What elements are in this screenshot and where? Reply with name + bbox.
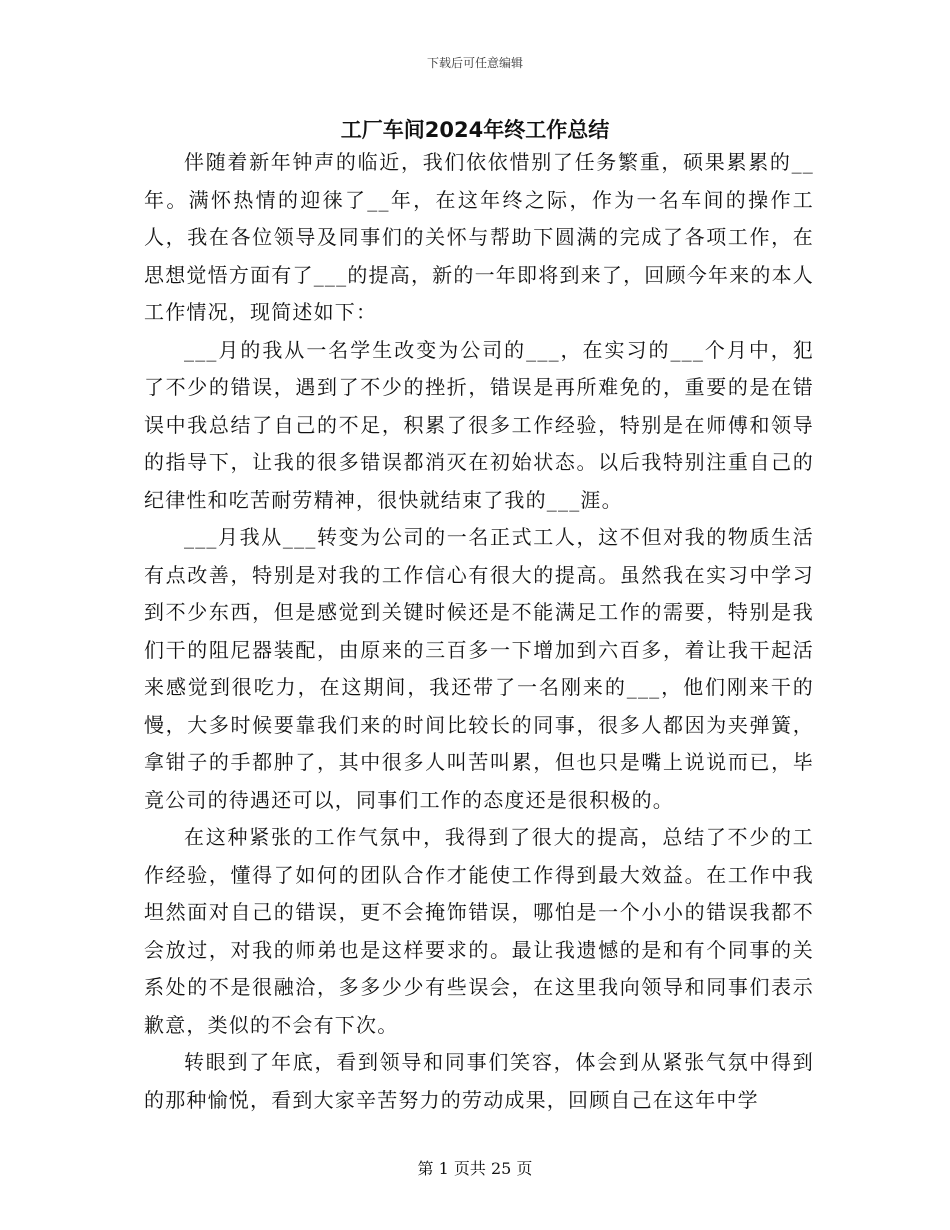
header-note: 下载后可任意编辑 [426, 56, 523, 70]
paragraph: 伴随着新年钟声的临近，我们依依惜别了任务繁重，硕果累累的__年。满怀热情的迎徕了__年，在这年终之际，作为一名车间的操作工人，我在各位领导及同事们的关怀与帮助下圆满的完成了各项工作，在思想觉悟方面有了___的提高，新的一年即将到来了，回顾今年来的本人工作情况，现简述如下： [144, 150, 814, 324]
paragraph: ___月我从___转变为公司的一名正式工人，这不但对我的物质生活有点改善，特别是对我的工作信心有很大的提高。虽然我在实习中学习到不少东西，但是感觉到关键时候还是不能满足工作的需要，特别是我们干的阻尼器装配，由原来的三百多一下增加到六百多，着让我干起活来感觉到很吃力，在这期间，我还带了一名刚来的___，他们刚来干的慢，大多时候要靠我们来的时间比较长的同事，很多人都因为夹弹簧，拿钳子的手都肿了，其中很多人叫苦叫累，但也只是嘴上说说而已，毕竟公司的待遇还可以，同事们工作的态度还是很积极的。 [144, 525, 814, 812]
paragraph: 在这种紧张的工作气氛中，我得到了很大的提高，总结了不少的工作经验，懂得了如何的团队合作才能使工作得到最大效益。在工作中我坦然面对自己的错误，更不会掩饰错误，哪怕是一个小小的错误我都不会放过，对我的师弟也是这样要求的。最让我遗憾的是和有个同事的关系处的不是很融洽，多多少少有些误会，在这里我向领导和同事们表示歉意，类似的不会有下次。 [144, 825, 814, 1037]
page-footer: 第 1 页共 25 页 [417, 1159, 533, 1178]
document-title: 工厂车间2024年终工作总结 [340, 118, 610, 142]
document-body [144, 144, 814, 1119]
paragraph: 转眼到了年底，看到领导和同事们笑容，体会到从紧张气氛中得到的那种愉悦，看到大家辛苦努力的劳动成果，回顾自己在这年中学 [144, 1050, 814, 1112]
paragraph: ___月的我从一名学生改变为公司的___，在实习的___个月中，犯了不少的错误，遇到了不少的挫折，错误是再所难免的，重要的是在错误中我总结了自己的不足，积累了很多工作经验，特别是在师傅和领导的指导下，让我的很多错误都消灭在初始状态。以后我特别注重自己的纪律性和吃苦耐劳精神，很快就结束了我的___涯。 [144, 337, 814, 512]
